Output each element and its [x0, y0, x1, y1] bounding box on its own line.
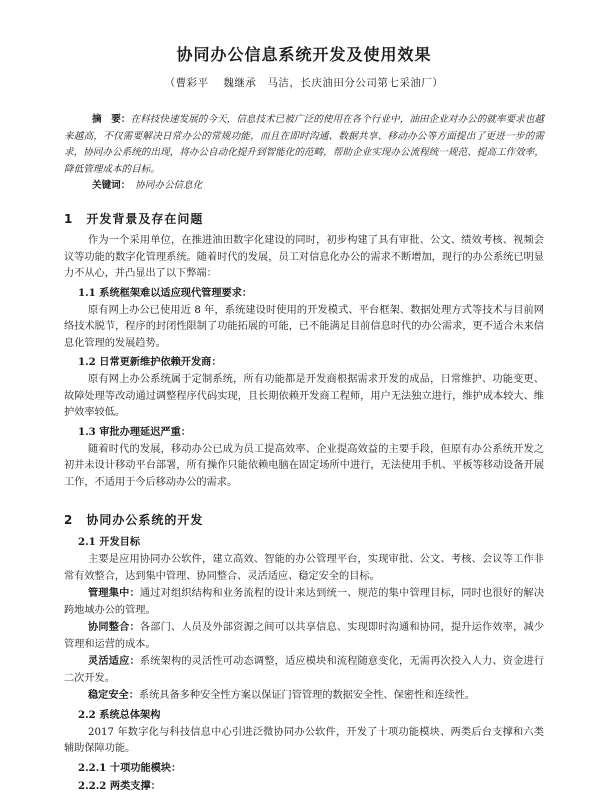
keywords-label: 关键词：	[92, 180, 126, 191]
goal-item-text: 系统架构的灵活性可动态调整，适应模块和流程随意变化，无需再次投入人力、资金进行二次开发。	[64, 656, 545, 684]
section-2-heading: 2 协同办公系统的开发	[64, 513, 204, 527]
section-2-1-heading: 2.1 开发目标	[78, 536, 141, 548]
goal-item-text: 通过对组织结构和业务流程的设计来达到统一、规范的集中管理目标，同时也很好的解决跨地域办公的管理。	[64, 588, 545, 616]
paper-authors: （曹彩平 魏继承 马洁，长庆油田分公司第七采油厂）	[164, 77, 444, 89]
section-1-heading: 1 开发背景及存在问题	[64, 212, 204, 226]
section-1-3-text: 随着时代的发展，移动办公已成为员工提高效率、企业提高效益的主要手段，但原有办公系统开发之初并未设计移动平台部署，所有操作只能依赖电脑在固定场所中进行，无法使用手机、平板等移动设备开展工作，不适用于今后移动办公的需求。	[64, 443, 544, 488]
section-2-2-2-heading: 2.2.2 两类支撑：	[78, 779, 161, 792]
section-1-intro: 作为一个采用单位，在推进油田数字化建设的同时，初步构建了具有审批、公文、绩效考核、视频会议等功能的数字化管理系统。随着时代的发展，员工对信息化办公的需求不断增加，现行的办公系统已明显力不从心，并凸显出了以下弊端：	[64, 235, 544, 279]
goal-item	[64, 687, 544, 705]
section-2-1-text: 主要是应用协同办公软件，建立高效、智能的办公管理平台，实现审批、公文、考核、会议等工作非常有效整合，达到集中管理、协同整合、灵活适应、稳定安全的目标。	[64, 554, 544, 582]
goal-item	[64, 585, 544, 619]
keywords-text: 协同办公信息化	[125, 180, 203, 191]
abstract-text: 在科技快速发展的今天，信息技术已被广泛的使用在各个行业中，油田企业对办公的就率要求也越来越高，不仅需要解决日常办公的常规功能，而且在即时沟通、数据共享、移动办公等方面提出了更进一步的需求，协同办公系统的出现，将办公自动化提升到智能化的范畴，帮助企业实现办公流程统一规范、提高工作效率，降低管理成本的目标。	[64, 114, 545, 175]
goal-item-label: 灵活适应：	[88, 655, 140, 667]
goal-item-label: 管理集中：	[88, 587, 140, 599]
section-1-2-heading: 1.2 日常更新维护依赖开发商：	[78, 356, 222, 368]
goal-item	[64, 653, 544, 687]
goal-item-text: 系统具备多种安全性方案以保证门管管理的数据安全性、保密性和连续性。	[138, 690, 476, 701]
section-2-2-heading: 2.2 系统总体架构	[78, 708, 161, 721]
paper-title: 协同办公信息系统开发及使用效果	[176, 45, 432, 64]
goal-item-label: 稳定安全：	[88, 689, 139, 701]
goal-item-label: 协同整合：	[88, 621, 140, 633]
abstract-label: 摘 要：	[92, 114, 131, 125]
abstract	[64, 112, 544, 178]
keywords	[92, 178, 544, 194]
section-2-2-text: 2017 年数字化与科技信息中心引进泛微协同办公软件，开发了十项功能模块、两类后台支撑和六类辅助保障功能。	[64, 726, 544, 754]
section-1-1-heading: 1.1 系统框架难以适应现代管理要求：	[78, 286, 253, 299]
section-1-3-heading: 1.3 审批办理延迟严重：	[78, 425, 191, 438]
goal-item	[64, 619, 544, 653]
goal-item-text: 各部门、人员及外部资源之间可以共享信息、实现即时沟通和协同，提升运作效率，减少管理和运营的成本。	[64, 622, 545, 650]
section-2-2-1-heading: 2.2.1 十项功能模块：	[78, 761, 182, 774]
section-1-1-text: 原有网上办公已使用近 8 年，系统建设时使用的开发模式、平台框架、数据处理方式等技术与目前网络技术脱节，程序的封闭性限制了功能拓展的可能，已不能满足目前信息时代的办公需求，更不适合未来信息化管理的发展趋势。	[64, 304, 544, 349]
section-1-2-text: 原有网上办公系统属于定制系统，所有功能都是开发商根据需求开发的成品，日常维护、功能变更、故障处理等改动通过调整程序代码实现，且长期依赖开发商工程师，用户无法独立进行，维护成本较大、维护效率较低。	[64, 374, 544, 418]
